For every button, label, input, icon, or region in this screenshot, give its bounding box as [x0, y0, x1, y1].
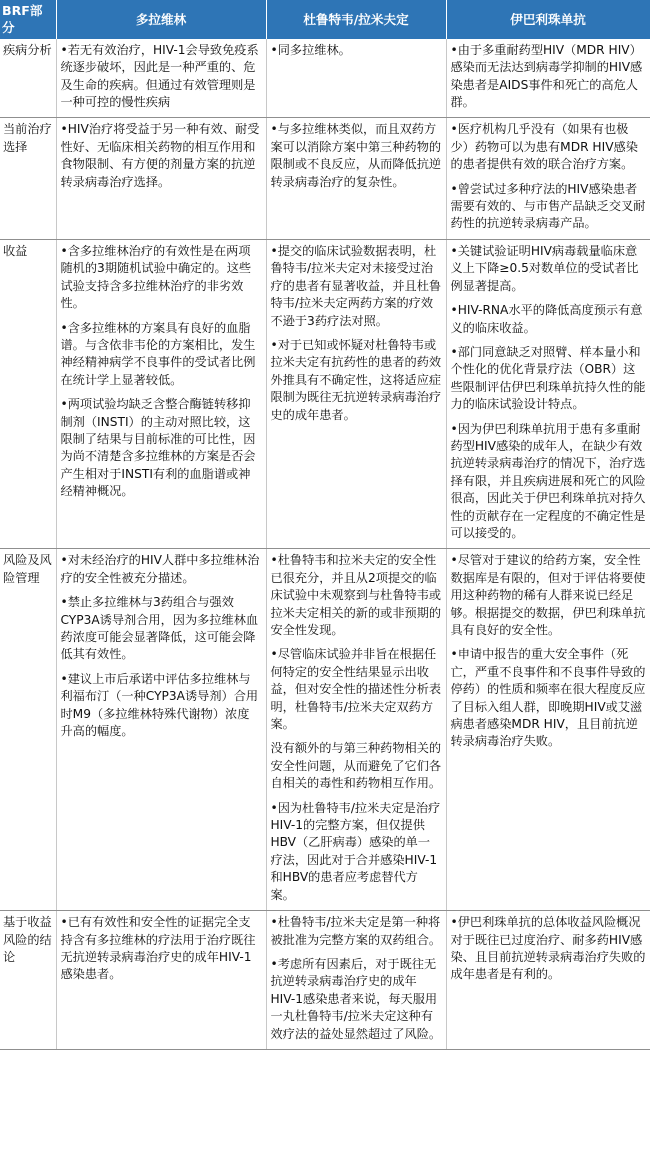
- bullet-paragraph: •HIV-RNA水平的降低高度预示有意义的临床收益。: [450, 303, 643, 335]
- bullet-paragraph: •已有有效性和安全性的证据完全支持含有多拉维林的疗法用于治疗既往无抗逆转录病毒治疗史的成年HIV-1感染患者。: [60, 915, 256, 982]
- bullet-paragraph: •医疗机构几乎没有（如果有也极少）药物可以为患有MDR HIV感染的患者提供有效的联合治疗方案。: [450, 122, 638, 172]
- bullet-paragraph: •申请中报告的重大安全事件（死亡，严重不良事件和不良事件导致的停药）的性质和频率在很大程度反应了目标入组人群，即晚期HIV或艾滋病患者感染MDR HIV，且目前抗逆转录病毒治疗失败。: [450, 647, 646, 749]
- bullet-paragraph: •因为杜鲁特韦/拉米夫定是治疗HIV-1的完整方案，但仅提供HBV（乙肝病毒）感染的单一疗法，因此对于合并感染HIV-1和HBV的患者应考虑替代方案。: [270, 800, 441, 902]
- ibalizumab-cell: [446, 549, 650, 911]
- bullet-paragraph: •两项试验均缺乏含整合酶链转移抑制剂（INSTI）的主动对照比较，这限制了结果与目前标准的可比性，因为尚不清楚含多拉维林的方案是否会产生相对于INSTI有利的血脂谱或神经精神概况。: [60, 397, 256, 499]
- doravirine-cell: [56, 118, 266, 239]
- doravirine-cell: [56, 239, 266, 549]
- bullet-paragraph: •对未经治疗的HIV人群中多拉维林治疗的安全性被充分描述。: [60, 553, 260, 585]
- dolutegravir-lamivudine-cell: [266, 39, 446, 118]
- ibalizumab-cell: [446, 239, 650, 549]
- risk-management-row: [0, 549, 650, 911]
- header-brf-section: BRF部分: [0, 0, 56, 39]
- current-treatment-row: [0, 118, 650, 239]
- bullet-paragraph: •部门同意缺乏对照臂、样本量小和个性化的优化背景疗法（OBR）这些限制评估伊巴利珠单抗持久性的能力的临床试验设计特点。: [450, 344, 646, 412]
- bullet-paragraph: •若无有效治疗，HIV-1会导致免疫系统逐步破坏，因此是一种严重的、危及生命的疾病。但通过有效管理则是一种可控的慢性疾病: [60, 42, 259, 110]
- ibalizumab-cell: [446, 911, 650, 1050]
- bullet-paragraph: •含多拉维林的方案具有良好的血脂谱。与含依非韦伦的方案相比，发生神经精神病学不良事件的受试者比例在统计学上显著较低。: [60, 320, 256, 387]
- doravirine-cell: [56, 911, 266, 1050]
- bullet-paragraph: 没有额外的与第三种药物相关的安全性问题，从而避免了它们各自相关的毒性和药物相互作用。: [270, 741, 442, 791]
- bullet-paragraph: •禁止多拉维林与3药组合与强效CYP3A诱导剂合用，因为多拉维林血药浓度可能会显著降低，这可能会降低其有效性。: [60, 595, 259, 662]
- bullet-paragraph: •提交的临床试验数据表明，杜鲁特韦/拉米夫定对未接受过治疗的患者有显著收益，并且杜鲁特韦/拉米夫定两药方案的疗效不逊于3药疗法对照。: [270, 243, 442, 328]
- bullet-paragraph: •由于多重耐药型HIV（MDR HIV）感染而无法达到病毒学抑制的HIV感染患者是AIDS事件和死亡的高危人群。: [450, 42, 643, 110]
- header-ibalizumab: 伊巴利珠单抗: [446, 0, 650, 39]
- doravirine-cell: [56, 549, 266, 911]
- ibalizumab-cell: [446, 118, 650, 239]
- row-label: 收益: [0, 239, 56, 549]
- bullet-paragraph: •含多拉维林治疗的有效性是在两项随机的3期随机试验中确定的。这些试验支持含多拉维林治疗的非劣效性。: [60, 243, 252, 311]
- row-label: 基于收益风险的结论: [0, 911, 56, 1050]
- bullet-paragraph: •因为伊巴利珠单抗用于患有多重耐药型HIV感染的成年人，在缺少有效抗逆转录病毒治疗的情况下，治疗选择有限，并且疾病进展和死亡的风险很高，因此关于伊巴利珠单抗对持久性的贡献存在一定程度的不确定性是可以接受的。: [450, 421, 646, 540]
- bullet-paragraph: •尽管对于建议的给药方案，安全性数据库是有限的，但对于评估将要使用这种药物的稀有人群来说已经足够。根据提交的数据，伊巴利珠单抗具有良好的安全性。: [450, 553, 646, 637]
- bullet-paragraph: •考虑所有因素后，对于既往无抗逆转录病毒治疗史的成年HIV-1感染患者来说，每天服用一丸杜鲁特韦/拉米夫定这种有效疗法的益处显然超过了风险。: [270, 956, 442, 1041]
- header-dolutegravir-lamivudine: 杜鲁特韦/拉米夫定: [266, 0, 446, 39]
- doravirine-cell: [56, 39, 266, 118]
- dolutegravir-lamivudine-cell: [266, 118, 446, 239]
- row-label: 当前治疗选择: [0, 118, 56, 239]
- bullet-paragraph: •对于已知或怀疑对杜鲁特韦或拉米夫定有抗药性的患者的药效外推具有不确定性，这将适应症限制为既往无抗逆转录病毒治疗史的成年患者。: [270, 337, 442, 422]
- bullet-paragraph: •曾尝试过多种疗法的HIV感染患者需要有效的、与市售产品缺乏交叉耐药性的抗逆转录病毒产品。: [450, 181, 646, 231]
- row-label: 疾病分析: [0, 39, 56, 118]
- disease-analysis-row: [0, 39, 650, 118]
- bullet-paragraph: •尽管临床试验并非旨在根据任何特定的安全性结果显示出收益，但对安全性的描述性分析表明，杜鲁特韦/拉米夫定双药方案。: [270, 647, 442, 732]
- bullet-paragraph: •杜鲁特韦/拉米夫定是第一种将被批准为完整方案的双药组合。: [270, 915, 442, 947]
- ibalizumab-cell: [446, 39, 650, 118]
- row-label: 风险及风险管理: [0, 549, 56, 911]
- bullet-paragraph: •与多拉维林类似，而且双药方案可以消除方案中第三种药物的限制或不良反应，从而降低抗逆转录病毒治疗的复杂性。: [270, 122, 442, 189]
- header-doravirine: 多拉维林: [56, 0, 266, 39]
- dolutegravir-lamivudine-cell: [266, 549, 446, 911]
- dolutegravir-lamivudine-cell: [266, 239, 446, 549]
- bullet-paragraph: •杜鲁特韦和拉米夫定的安全性已很充分，并且从2项提交的临床试验中未观察到与杜鲁特韦或拉米夫定相关的新的或非预期的安全性发现。: [270, 553, 442, 637]
- benefit-row: [0, 239, 650, 549]
- bullet-paragraph: •建议上市后承诺中评估多拉维林与利福布汀（一种CYP3A诱导剂）合用时M9（多拉维林特殊代谢物）浓度升高的幅度。: [60, 671, 259, 739]
- dolutegravir-lamivudine-cell: [266, 911, 446, 1050]
- bullet-paragraph: •同多拉维林。: [270, 42, 351, 57]
- conclusion-row: [0, 911, 650, 1050]
- bullet-paragraph: •关键试验证明HIV病毒载量临床意义上下降≥0.5对数单位的受试者比例显著提高。: [450, 243, 639, 293]
- bullet-paragraph: •HIV治疗将受益于另一种有效、耐受性好、无临床相关药物的相互作用和食物限制、有方便的剂量方案的抗逆转录病毒治疗选择。: [60, 122, 260, 189]
- header-row: [0, 0, 650, 39]
- bullet-paragraph: •伊巴利珠单抗的总体收益风险概况对于既往已过度治疗、耐多药HIV感染、且目前抗逆转录病毒治疗失败的成年患者是有利的。: [450, 915, 646, 982]
